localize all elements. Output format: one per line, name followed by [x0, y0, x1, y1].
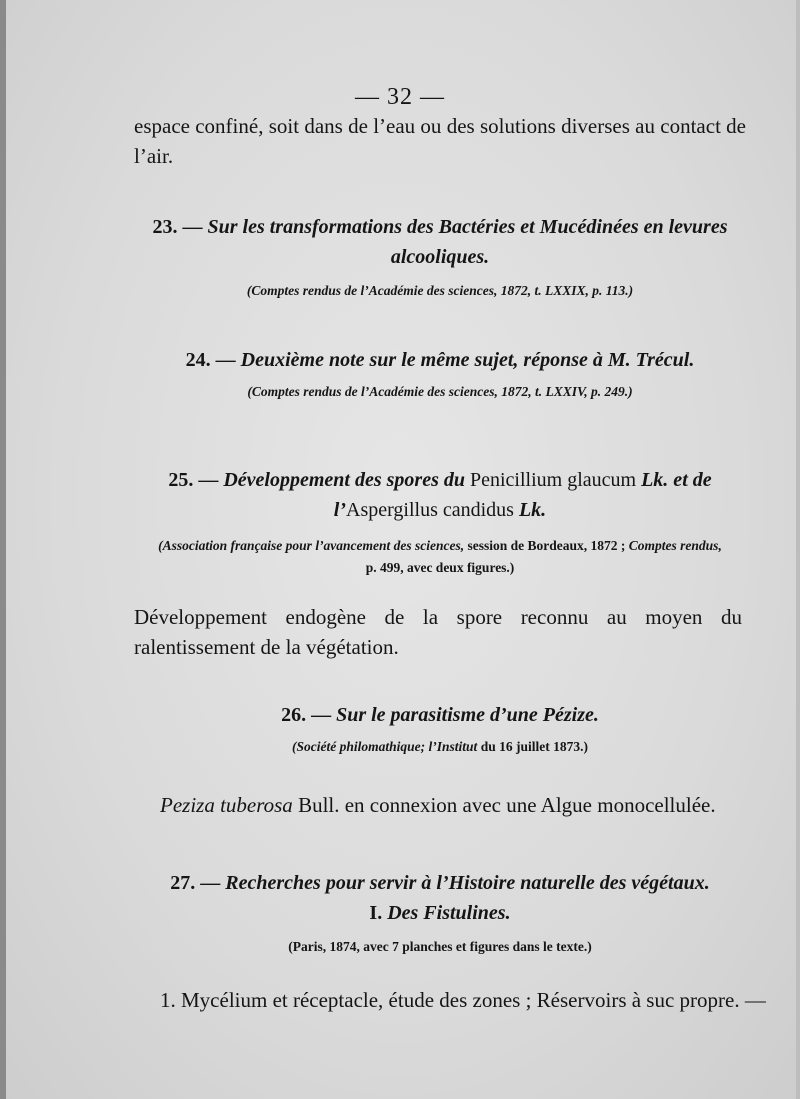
entry-27-subtitle-text: Des Fistulines. [387, 902, 511, 924]
entry-25-genus-aspergillus: Aspergillus candidus [346, 499, 514, 521]
entry-23-note-text: (Comptes rendus de l’Académie des sciences, 1872, t. LXXIX, p. 113.) [246, 283, 634, 298]
entry-23-note [134, 280, 746, 302]
entry-25-note-plain1: session de Bordeaux, 1872 ; [467, 538, 626, 553]
page-number: — 32 — [355, 84, 445, 110]
entry-24 [134, 345, 746, 403]
entry-27-number: 27. — [170, 872, 221, 894]
entry-23 [134, 212, 746, 302]
entry-23-number: 23. — [152, 216, 203, 238]
peziza-description: Bull. en connexion avec une Algue monocellulée. [298, 793, 716, 817]
entry-25-genus-penicillium: Penicillium glaucum [470, 469, 637, 491]
intro-paragraph: espace confiné, soit dans de l’eau ou des solutions diverses au contact de l’air. [134, 114, 746, 168]
entry-25-title-part2: Lk. et de [641, 469, 712, 491]
entry-25-note-italic2: Comptes rendus, [628, 538, 722, 553]
entry-27-subtitle [134, 898, 746, 928]
entry-27-subtitle-number: I. [369, 902, 383, 924]
entry-24-title: Deuxième note sur le même sujet, réponse à M. Trécul. [240, 349, 695, 371]
entry-25-title-part1: Développement des spores du [223, 469, 465, 491]
entry-25-heading [134, 465, 746, 525]
entry-27-note: (Paris, 1874, avec 7 planches et figures dans le texte.) [288, 939, 592, 954]
page-edge-left [0, 0, 6, 1099]
entry-27-title: Recherches pour servir à l’Histoire naturelle des végétaux. [225, 872, 710, 894]
entry-24-note-text: (Comptes rendus de l’Académie des sciences, 1872, t. LXXIV, p. 249.) [247, 384, 633, 399]
entry-25-title-part4: Lk. [518, 499, 547, 521]
entry-26-heading [134, 700, 746, 730]
entry-25-note-italic1: (Association française pour l’avancement des sciences, [158, 538, 465, 553]
entry-27-section-1: 1. Mycélium et réceptacle, étude des zones ; Réservoirs à suc propre. — [160, 988, 766, 1012]
entry-24-note [134, 381, 746, 403]
entry-24-number: 24. — [185, 349, 236, 371]
entry-25 [134, 465, 746, 579]
entry-26-note-plain: du 16 juillet 1873.) [480, 739, 588, 754]
entry-25-title-part3: l’ [333, 499, 347, 521]
entry-26 [134, 700, 746, 758]
entry-26-number: 26. — [281, 704, 332, 726]
entry-25-note [134, 535, 746, 579]
entry-27-heading [134, 868, 746, 898]
peziza-species-name: Peziza tuberosa [160, 793, 293, 817]
entry-25-description: Développement endogène de la spore reconnu au moyen du ralentissement de la végétation. [134, 605, 742, 659]
entry-25-note-plain2: p. 499, avec deux figures.) [365, 560, 515, 575]
page-edge-right [796, 0, 800, 1099]
entry-26-title: Sur le parasitisme d’une Pézize. [336, 704, 599, 726]
entry-24-heading [134, 345, 746, 375]
entry-25-number: 25. — [168, 469, 219, 491]
entry-26-note [134, 736, 746, 758]
entry-27 [134, 868, 746, 958]
entry-26-description [160, 790, 750, 820]
entry-26-note-italic: (Société philomathique; l’Institut [292, 739, 478, 754]
entry-23-title: Sur les transformations des Bactéries et Mucédinées en levures alcooliques. [207, 216, 728, 268]
entry-23-heading [134, 212, 746, 272]
